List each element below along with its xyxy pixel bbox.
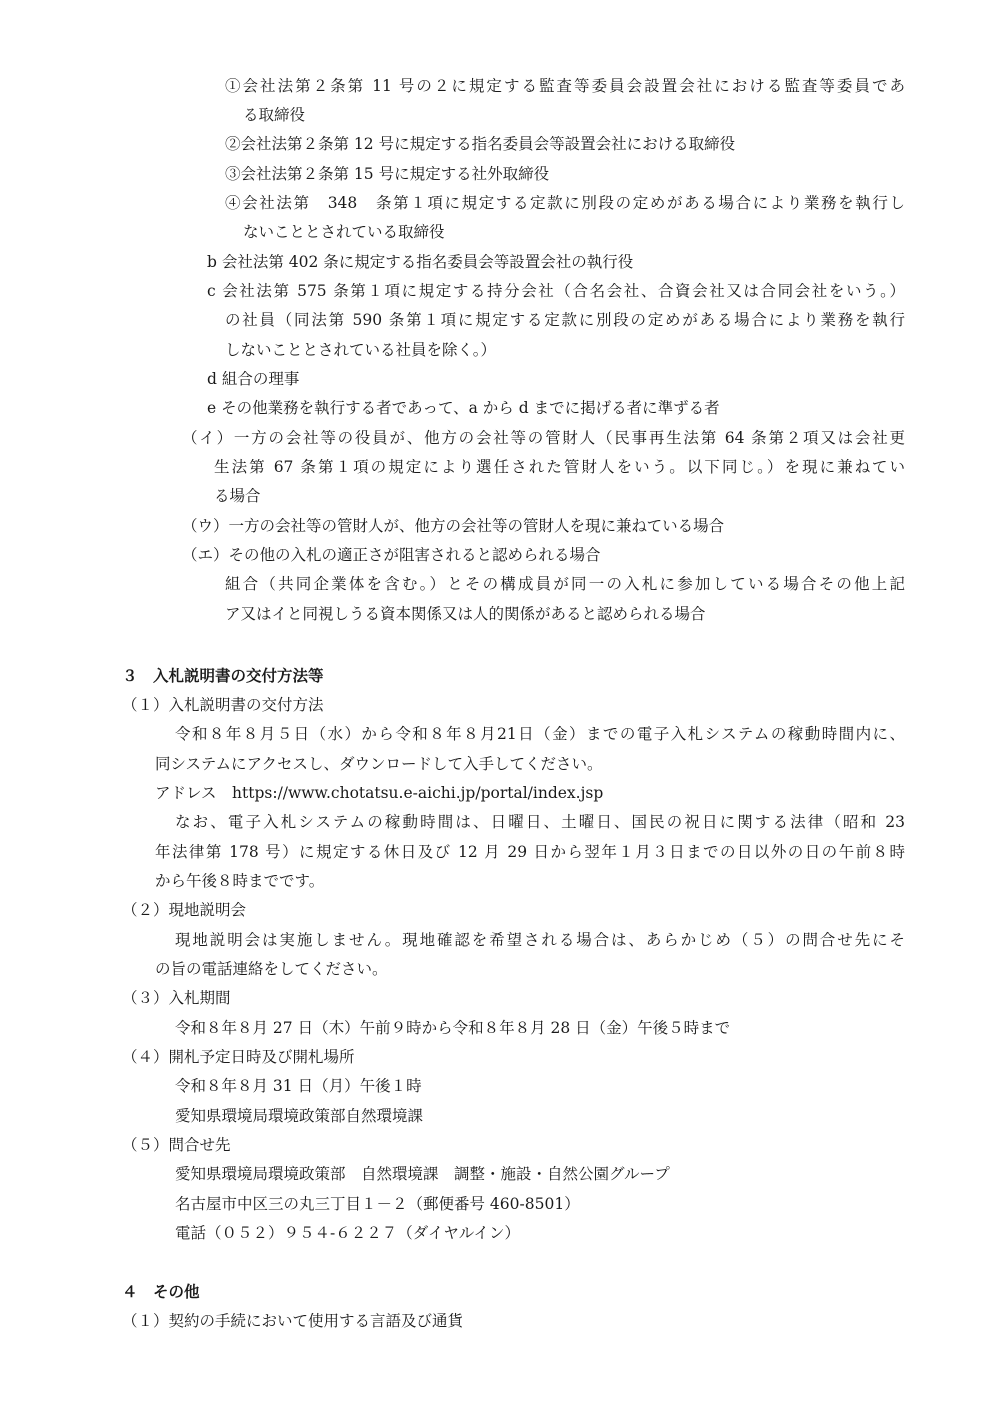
item-c-line-2: の社員（同法第 590 条第１項に規定する定款に別段の定めがある場合により業務を執行	[225, 311, 905, 329]
item-c-line-1: c 会社法第 575 条第１項に規定する持分会社（合名会社、合資会社又は合同会社をいう。）	[207, 282, 905, 300]
section-3-2-line-2: の旨の電話連絡をしてください。	[155, 960, 388, 978]
item-i-line-3: る場合	[214, 487, 261, 505]
section-3-1-line-1: 令和８年８月５日（水）から令和８年８月21日（金）までの電子入札システムの稼動時間内に、	[175, 725, 905, 743]
item-b: b 会社法第 402 条に規定する指名委員会等設置会社の執行役	[207, 253, 634, 271]
section-3-5-line-2: 名古屋市中区三の丸三丁目１－２（郵便番号 460-8501）	[175, 1195, 580, 1213]
section-3-1-line-3: なお、電子入札システムの稼動時間は、日曜日、土曜日、国民の祝日に関する法律（昭和 23	[175, 813, 905, 831]
section-3-1-line-5: から午後８時までです。	[155, 872, 325, 890]
section-3-1-address: アドレス https://www.chotatsu.e-aichi.jp/portal/index.jsp	[155, 784, 604, 802]
section-3-heading: ３ 入札説明書の交付方法等	[122, 667, 324, 685]
section-3-4-title: （４）開札予定日時及び開札場所	[122, 1048, 355, 1066]
section-3-5-line-3: 電話（０５２）９５４‐６２２７（ダイヤルイン）	[175, 1224, 520, 1242]
section-3-4-line-2: 愛知県環境局環境政策部自然環境課	[175, 1107, 424, 1125]
item-4-line-1: ④会社法第 348 条第１項に規定する定款に別段の定めがある場合により業務を執行し	[225, 194, 905, 212]
section-3-2-title: （２）現地説明会	[122, 901, 247, 919]
section-3-3-title: （３）入札期間	[122, 989, 231, 1007]
item-eh-line-2: 組合（共同企業体を含む。）とその構成員が同一の入札に参加している場合その他上記	[225, 575, 905, 593]
item-4-line-2: ないこととされている取締役	[243, 223, 445, 241]
item-i-line-2: 生法第 67 条第１項の規定により選任された管財人をいう。以下同じ。）を現に兼ねてい	[214, 458, 905, 476]
item-1-line-1: ①会社法第２条第 11 号の２に規定する監査等委員会設置会社における監査等委員であ	[225, 77, 905, 95]
section-3-1-line-2: 同システムにアクセスし、ダウンロードして入手してください。	[155, 755, 603, 773]
section-3-2-line-1: 現地説明会は実施しません。現地確認を希望される場合は、あらかじめ（５）の問合せ先にそ	[175, 931, 905, 949]
item-d: d 組合の理事	[207, 370, 300, 388]
item-eh-line-1: （エ）その他の入札の適正さが阻害されると認められる場合	[182, 546, 601, 564]
item-3: ③会社法第２条第 15 号に規定する社外取締役	[225, 165, 550, 183]
item-2: ②会社法第２条第 12 号に規定する指名委員会等設置会社における取締役	[225, 135, 736, 153]
item-1-line-2: る取締役	[243, 106, 306, 124]
section-4-1-title: （１）契約の手続において使用する言語及び通貨	[122, 1312, 464, 1330]
section-3-4-line-1: 令和８年８月 31 日（月）午後１時	[175, 1077, 422, 1095]
section-3-1-line-4: 年法律第 178 号）に規定する休日及び 12 月 29 日から翌年１月３日までの日以外の日の午前８時	[155, 843, 905, 861]
item-i-line-1: （イ）一方の会社等の役員が、他方の会社等の管財人（民事再生法第 64 条第２項又は会社更	[182, 429, 905, 447]
item-eh-line-3: ア又はイと同視しうる資本関係又は人的関係があると認められる場合	[225, 605, 706, 623]
section-3-5-line-1: 愛知県環境局環境政策部 自然環境課 調整・施設・自然公園グループ	[175, 1165, 670, 1183]
item-e: e その他業務を執行する者であって、a から d までに掲げる者に準ずる者	[207, 399, 720, 417]
item-c-line-3: しないこととされている社員を除く。）	[225, 341, 496, 359]
section-3-1-title: （１）入札説明書の交付方法	[122, 696, 324, 714]
section-3-3-line-1: 令和８年８月 27 日（木）午前９時から令和８年８月 28 日（金）午後５時まで	[175, 1019, 731, 1037]
section-4-heading: ４ その他	[122, 1283, 200, 1301]
section-3-5-title: （５）問合せ先	[122, 1136, 231, 1154]
item-u: （ウ）一方の会社等の管財人が、他方の会社等の管財人を現に兼ねている場合	[182, 517, 725, 535]
